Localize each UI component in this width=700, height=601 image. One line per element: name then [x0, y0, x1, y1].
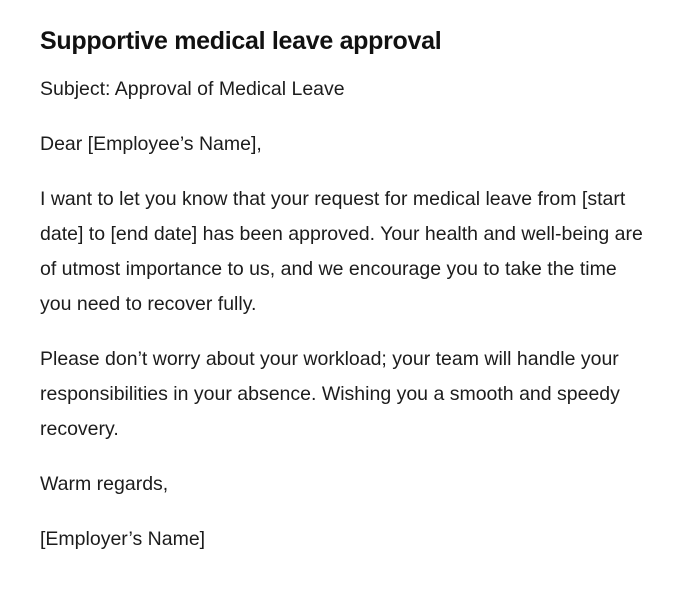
- closing: Warm regards,: [40, 473, 169, 495]
- salutation: Dear [Employee’s Name],: [40, 133, 262, 155]
- subject-line: Subject: Approval of Medical Leave: [40, 78, 345, 100]
- letter-title: Supportive medical leave approval: [40, 27, 442, 55]
- body-paragraph-2: Please don’t worry about your workload; your team will handle your responsibilities in your absence. Wishing you a smooth and speedy recovery.: [40, 348, 620, 440]
- signature: [Employer’s Name]: [40, 528, 206, 550]
- letter: [40, 24, 650, 577]
- body-paragraph-1: I want to let you know that your request for medical leave from [start date] to [end date] has been approved. Your health and well-being are of utmost importance to us, and we encourage you to take the time you need to recover fully.: [40, 188, 643, 315]
